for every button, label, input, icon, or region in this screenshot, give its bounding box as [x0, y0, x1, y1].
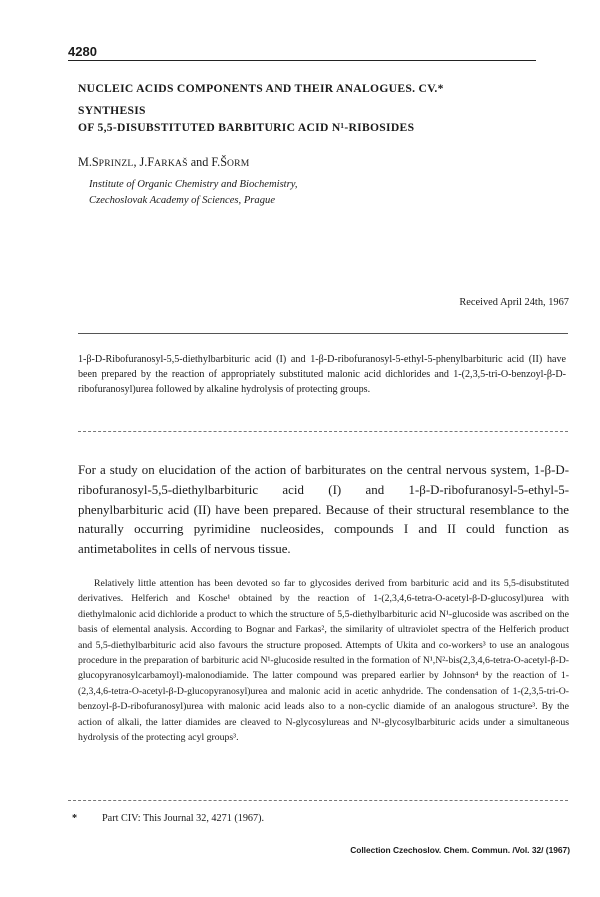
footnote-rule [68, 800, 568, 801]
author-2-rest: ARKAŠ [154, 158, 188, 169]
intro-paragraph: For a study on elucidation of the action of barbiturates on the central nervous system, 1-β-D-ribofuranosyl-5,5-diethylbarbituric acid (I) and 1-β-D-ribofuranosyl-5-ethyl-5-phenylbarbituric acid (II) have been prepared. Because of their structural resemblance to the naturally occurring pyrimidine nucleosides, compounds I and II could function as antimetabolites in cells of nervous tissue. [78, 463, 569, 557]
body-paragraph [78, 576, 569, 745]
affiliation-line-1: Institute of Organic Chemistry and Biochemistry, [89, 179, 298, 190]
affiliation-line-2: Czechoslovak Academy of Sciences, Prague [89, 195, 276, 206]
author-1-rest: PRINZL [98, 158, 134, 169]
footnote-mark: * [72, 813, 78, 824]
header-rule [68, 60, 536, 61]
title-line-2: SYNTHESIS [78, 104, 146, 117]
author-3-initial: F.Š [211, 155, 227, 169]
abstract-bottom-rule [78, 431, 568, 432]
page-number: 4280 [68, 44, 97, 59]
abstract-top-rule [78, 333, 568, 334]
author-3-rest: ORM [227, 158, 250, 169]
author-sep-1: , [133, 155, 140, 169]
author-sep-2: and [187, 155, 212, 169]
footnote [72, 813, 264, 824]
body-text: Relatively little attention has been devoted so far to glycosides derived from barbituric acid and its 5,5-disubstituted derivatives. Helferich and Kosche¹ obtained by the reaction of 1-(2,3,4,6-tetra-O-acetyl-β-D-glucosyl)urea with diethylmalonic acid dichloride a product to which the structure of 5,5-diethylbarbituric acid N¹-glucoside was ascribed on the basis of elemental analysis. According to Bognar and Farkas², the similarity of ultraviolet spectra of the Helferich product and 5,5-diethylbarbituric acid also favours the structure proposed. Attempts of Ukita and co-workers³ to use an analogous procedure in the preparation of barbituric acid N¹-glucoside resulted in the formation of N¹,N²-bis(2,3,4,6-tetra-O-acetyl-β-D-glucopyranosylcarbamoyl)-malonodiamide. The latter compound was prepared earlier by Johnson⁴ by the reaction of 1-(2,3,4,6-tetra-O-acetyl-β-D-glucopyranosyl)urea and malonic acid in acetic anhydride. The condensation of 1-(2,3,5-tri-O-benzoyl-β-D-ribofuranosyl)urea with malonic acid leads also to a non-cyclic diamide of an analogous structure³. By the action of alkali, the latter diamides are cleaved to N-glycosylureas and N¹-glycosylbarbituric acids under a simultaneous hydrolysis of the protecting acyl groups³. [78, 578, 569, 744]
author-1-initial: M.S [78, 155, 99, 169]
footnote-text: Part CIV: This Journal 32, 4271 (1967). [102, 813, 265, 824]
title-line-1: NUCLEIC ACIDS COMPONENTS AND THEIR ANALOGUES. CV.* [78, 82, 444, 95]
abstract: 1-β-D-Ribofuranosyl-5,5-diethylbarbituric acid (I) and 1-β-D-ribofuranosyl-5-ethyl-5-phenylbarbituric acid (II) have been prepared by the reaction of appropriately substituted malonic acid dichlorides and 1-(2,3,5-tri-O-benzoyl-β-D-ribofuranosyl)urea followed by alkaline hydrolysis of protecting groups. [78, 354, 566, 396]
received-date: Received April 24th, 1967 [459, 297, 569, 308]
title-line-3: OF 5,5-DISUBSTITUTED BARBITURIC ACID N¹-RIBOSIDES [78, 121, 415, 134]
authors [78, 155, 249, 170]
author-2-initial: J.F [139, 155, 155, 169]
journal-line: Collection Czechoslov. Chem. Commun. /Vol. 32/ (1967) [350, 845, 570, 855]
